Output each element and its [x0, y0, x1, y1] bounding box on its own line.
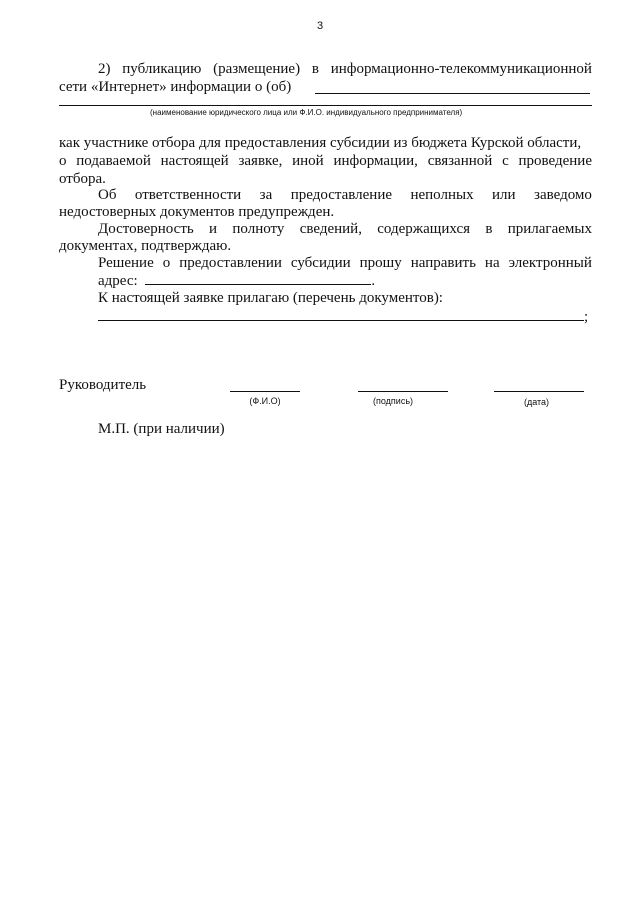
word: информационно-телекоммуникационной: [330, 61, 592, 77]
responsibility-line-1: [98, 186, 592, 204]
word: сведений,: [299, 221, 362, 237]
participant-line-2: [59, 152, 592, 170]
word: в: [485, 221, 493, 237]
date-field[interactable]: [494, 391, 584, 392]
decision-line-2: [98, 271, 375, 290]
reliability-line-1: [98, 220, 592, 238]
stamp-note: М.П. (при наличии): [98, 421, 225, 437]
participant-line-3: отбора.: [59, 171, 106, 187]
word: Об: [98, 187, 117, 203]
word: ответственности: [134, 187, 242, 203]
word: публикацию: [122, 61, 202, 77]
word: настоящей: [160, 153, 229, 169]
word: заведомо: [534, 187, 592, 203]
publication-subject-field[interactable]: [315, 93, 590, 94]
attachments-field[interactable]: [98, 307, 584, 321]
participant-line-1: как участнике отбора для предоставления субсидии из бюджета Курской области,: [59, 135, 582, 151]
word: (размещение): [213, 61, 301, 77]
attachments-label: К настоящей заявке прилагаю (перечень документов):: [98, 290, 443, 306]
attachments-line: [98, 307, 588, 326]
fio-caption: (Ф.И.О): [249, 396, 281, 406]
publication-subject-field-2[interactable]: [59, 105, 592, 106]
word: о: [59, 153, 67, 169]
word: 2): [98, 61, 111, 77]
word: направить: [410, 255, 476, 271]
publication-line-1: [98, 60, 592, 78]
publication-line-2: [59, 78, 291, 96]
word: прошу: [359, 255, 402, 271]
word: неполных: [410, 187, 474, 203]
word: Решение: [98, 255, 154, 271]
responsibility-line-2: недостоверных документов предупрежден.: [59, 204, 335, 220]
word: субсидии: [290, 255, 351, 271]
word: или: [492, 187, 516, 203]
word: о: [162, 255, 171, 271]
word: содержащихся: [377, 221, 471, 237]
email-field[interactable]: [145, 271, 371, 285]
signature-field[interactable]: [358, 391, 448, 392]
word: с: [502, 153, 509, 169]
word: прилагаемых: [507, 221, 592, 237]
word: Достоверность: [98, 221, 194, 237]
signature-caption: (подпись): [372, 396, 414, 406]
word: предоставлении: [179, 255, 282, 271]
word: в: [311, 61, 319, 77]
word: подаваемой: [76, 153, 151, 169]
word: за: [259, 187, 273, 203]
publication-caption: (наименование юридического лица или Ф.И.О. индивидуального предпринимателя): [150, 108, 463, 117]
word: заявке,: [238, 153, 283, 169]
word: полноту: [232, 221, 285, 237]
word: проведение: [518, 153, 592, 169]
decision-line-1: [98, 254, 592, 272]
word: на: [484, 255, 500, 271]
fio-field[interactable]: [230, 391, 300, 392]
email-label: адрес:: [98, 273, 138, 289]
word: и: [209, 221, 218, 237]
role-label: Руководитель: [59, 377, 147, 393]
word: информации,: [333, 153, 418, 169]
word: связанной: [427, 153, 493, 169]
word: иной: [292, 153, 324, 169]
publication-line-2-text: сети «Интернет» информации о (об): [59, 79, 292, 95]
word: предоставление: [290, 187, 393, 203]
word: электронный: [508, 255, 592, 271]
attachments-end: ;: [584, 309, 589, 325]
email-end: .: [371, 273, 376, 289]
page-number: 3: [316, 20, 324, 32]
date-caption: (дата): [523, 397, 550, 407]
reliability-line-2: документах, подтверждаю.: [59, 238, 232, 254]
